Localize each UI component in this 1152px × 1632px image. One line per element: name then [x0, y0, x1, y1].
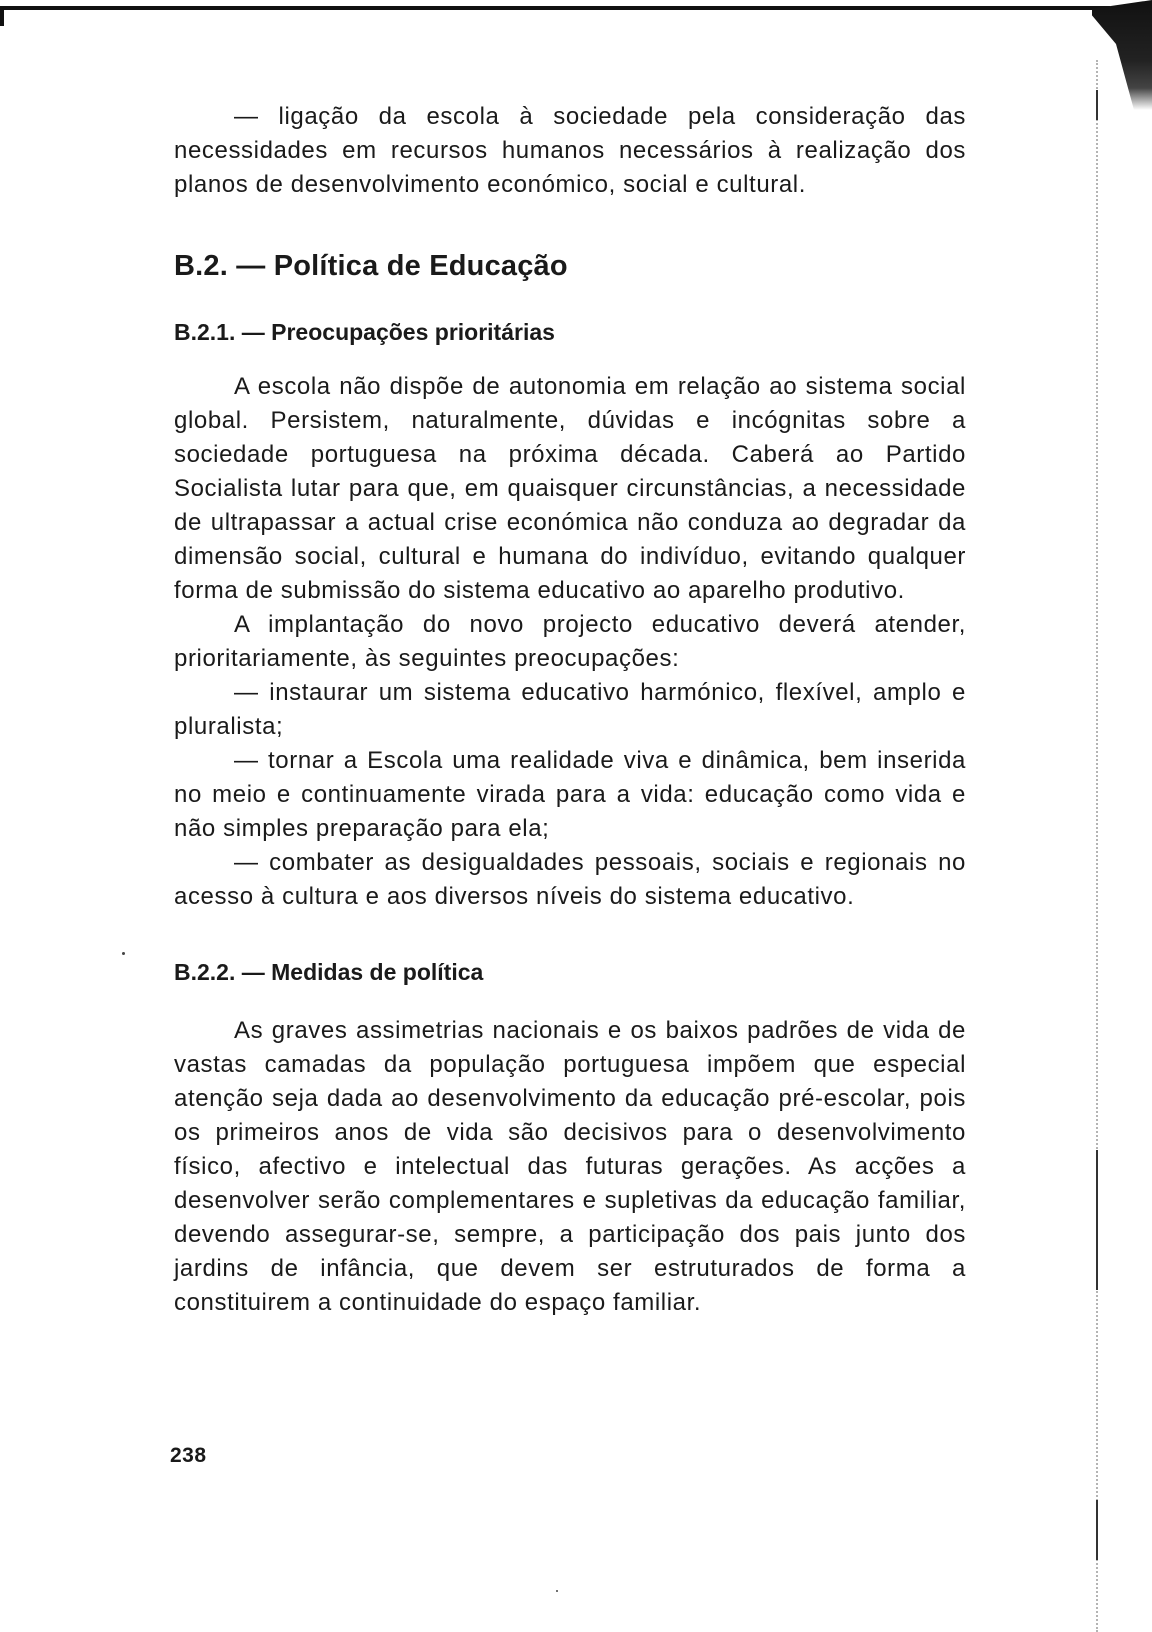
subsection-heading-priorities: B.2.1. — Preocupações prioritárias	[174, 319, 555, 345]
page-corner-shadow	[1092, 0, 1152, 110]
list-item: — combater as desigualdades pessoais, sociais e regionais no acesso à cultura e aos diversos níveis do sistema educativo.	[174, 849, 966, 910]
intro-paragraph: — ligação da escola à sociedade pela consideração das necessidades em recursos humanos necessários à realização dos planos de desenvolvimento económico, social e cultural.	[174, 103, 966, 198]
paragraph-measures: As graves assimetrias nacionais e os baixos padrões de vida de vastas camadas da população portuguesa impõem que especial atenção seja dada ao desenvolvimento da educação pré-escolar, pois os primeiros anos de vida são decisivos para o desenvolvimento físico, afectivo e intelectual das futuras gerações. As acções a desenvolver serão complementares e supletivas da educação familiar, devendo assegurar-se, sempre, a participação dos pais junto dos jardins de infância, que devem ser estruturados de forma a constituirem a continuidade do espaço familiar.	[174, 1017, 966, 1316]
spine-mark	[1096, 1500, 1098, 1560]
spine-mark	[1096, 90, 1098, 120]
scan-speck	[556, 1590, 558, 1592]
scan-border-left	[0, 6, 4, 26]
page-body	[174, 100, 966, 1320]
list-item: — tornar a Escola uma realidade viva e dinâmica, bem inserida no meio e continuamente virada para a vida: educação como vida e não simples preparação para ela;	[174, 747, 966, 842]
scan-border-top	[0, 6, 1110, 10]
paragraph-implementation: A implantação do novo projecto educativo deverá atender, prioritariamente, às seguintes preocupações:	[174, 611, 966, 672]
paragraph-autonomy: A escola não dispõe de autonomia em relação ao sistema social global. Persistem, naturalmente, dúvidas e incógnitas sobre a sociedade portuguesa na próxima década. Caberá ao Partido Socialista lutar para que, em quaisquer circunstâncias, a necessidade de ultrapassar a actual crise económica não conduza ao degradar da dimensão social, cultural e humana do indivíduo, evitando qualquer forma de submissão do sistema educativo ao aparelho produtivo.	[174, 373, 966, 604]
scan-speck	[122, 952, 125, 955]
spine-mark	[1096, 1150, 1098, 1290]
page-number: 238	[170, 1444, 207, 1467]
subsection-heading-measures: B.2.2. — Medidas de política	[174, 959, 484, 985]
page-spine-edge	[1096, 60, 1098, 1632]
list-item: — instaurar um sistema educativo harmónico, flexível, amplo e pluralista;	[174, 679, 966, 740]
section-heading: B.2. — Política de Educação	[174, 250, 568, 282]
